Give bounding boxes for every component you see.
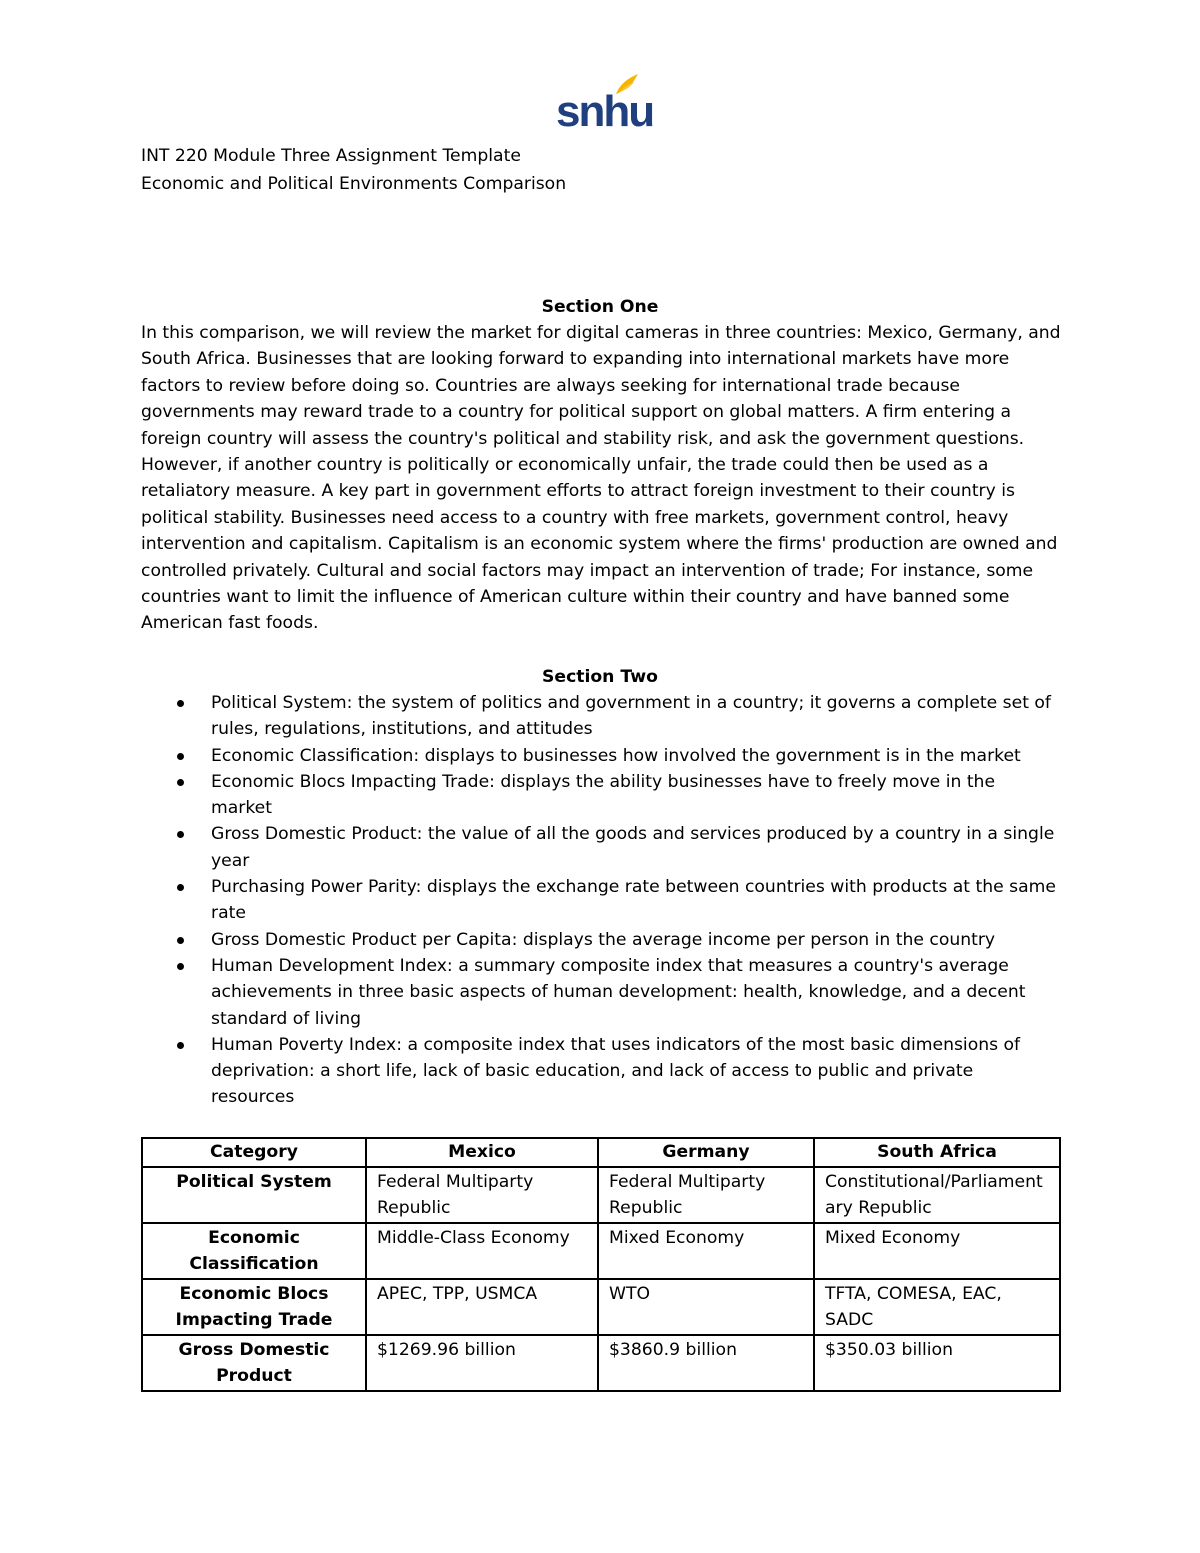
header-south-africa: South Africa — [814, 1138, 1060, 1167]
list-item: Economic Blocs Impacting Trade: displays the ability businesses have to freely move in the market — [141, 769, 1061, 822]
table-cell: $3860.9 billion — [598, 1335, 814, 1391]
row-label: Political System — [142, 1167, 366, 1223]
table-cell: Mixed Economy — [598, 1223, 814, 1279]
list-item: Purchasing Power Parity: displays the exchange rate between countries with products at the same rate — [141, 874, 1061, 927]
table-cell: Mixed Economy — [814, 1223, 1060, 1279]
list-item: Human Poverty Index: a composite index that uses indicators of the most basic dimensions of deprivation: a short life, lack of basic education, and lack of access to public and private resources — [141, 1032, 1061, 1111]
logo-wordmark: snhu — [556, 87, 654, 136]
table-cell: TFTA, COMESA, EAC, SADC — [814, 1279, 1060, 1335]
definitions-list — [141, 690, 1061, 1111]
section-two-title: Section Two — [542, 667, 658, 687]
header-mexico: Mexico — [366, 1138, 598, 1167]
assignment-subtitle: Economic and Political Environments Comparison — [141, 174, 567, 194]
table-cell: Federal Multiparty Republic — [598, 1167, 814, 1223]
list-item: Political System: the system of politics and government in a country; it governs a complete set of rules, regulations, institutions, and attitudes — [141, 690, 1061, 743]
row-label: Economic Classification — [142, 1223, 366, 1279]
table-cell: Middle-Class Economy — [366, 1223, 598, 1279]
table-cell: Constitutional/Parliamentary Republic — [814, 1167, 1060, 1223]
snhu-logo — [556, 72, 654, 136]
table-header-row — [142, 1138, 1060, 1167]
table-cell: WTO — [598, 1279, 814, 1335]
header-germany: Germany — [598, 1138, 814, 1167]
table-cell: $1269.96 billion — [366, 1335, 598, 1391]
list-item: Gross Domestic Product: the value of all the goods and services produced by a country in a single year — [141, 821, 1061, 874]
list-item: Gross Domestic Product per Capita: displays the average income per person in the country — [141, 927, 1061, 953]
table-row — [142, 1279, 1060, 1335]
table-row — [142, 1335, 1060, 1391]
table-row — [142, 1223, 1060, 1279]
table-cell: Federal Multiparty Republic — [366, 1167, 598, 1223]
table-row — [142, 1167, 1060, 1223]
section-one-title: Section One — [541, 297, 659, 317]
row-label: Gross Domestic Product — [142, 1335, 366, 1391]
document-header — [141, 142, 566, 198]
course-title: INT 220 Module Three Assignment Template — [141, 146, 521, 166]
section-one-paragraph: In this comparison, we will review the market for digital cameras in three countries: Mexico, Germany, and South Africa. Businesses that are looking forward to expanding into international markets have more factors to review before doing so. Countries are always seeking for international trade because governments may reward trade to a country for political support on global matters. A firm entering a foreign country will assess the country's political and stability risk, and ask the government questions. However, if another country is politically or economically unfair, the trade could then be used as a retaliatory measure. A key part in government efforts to attract foreign investment to their country is political stability. Businesses need access to a country with free markets, government control, heavy intervention and capitalism. Capitalism is an economic system where the firms' production are owned and controlled privately. Cultural and social factors may impact an intervention of trade; For instance, some countries want to limit the influence of American culture within their country and have banned some American fast foods. — [141, 323, 1061, 634]
header-category: Category — [142, 1138, 366, 1167]
table-cell: $350.03 billion — [814, 1335, 1060, 1391]
list-item: Human Development Index: a summary composite index that measures a country's average achievements in three basic aspects of human development: health, knowledge, and a decent standard of living — [141, 953, 1061, 1032]
list-item: Economic Classification: displays to businesses how involved the government is in the market — [141, 743, 1061, 769]
comparison-table — [141, 1137, 1061, 1392]
table-cell: APEC, TPP, USMCA — [366, 1279, 598, 1335]
row-label: Economic Blocs Impacting Trade — [142, 1279, 366, 1335]
